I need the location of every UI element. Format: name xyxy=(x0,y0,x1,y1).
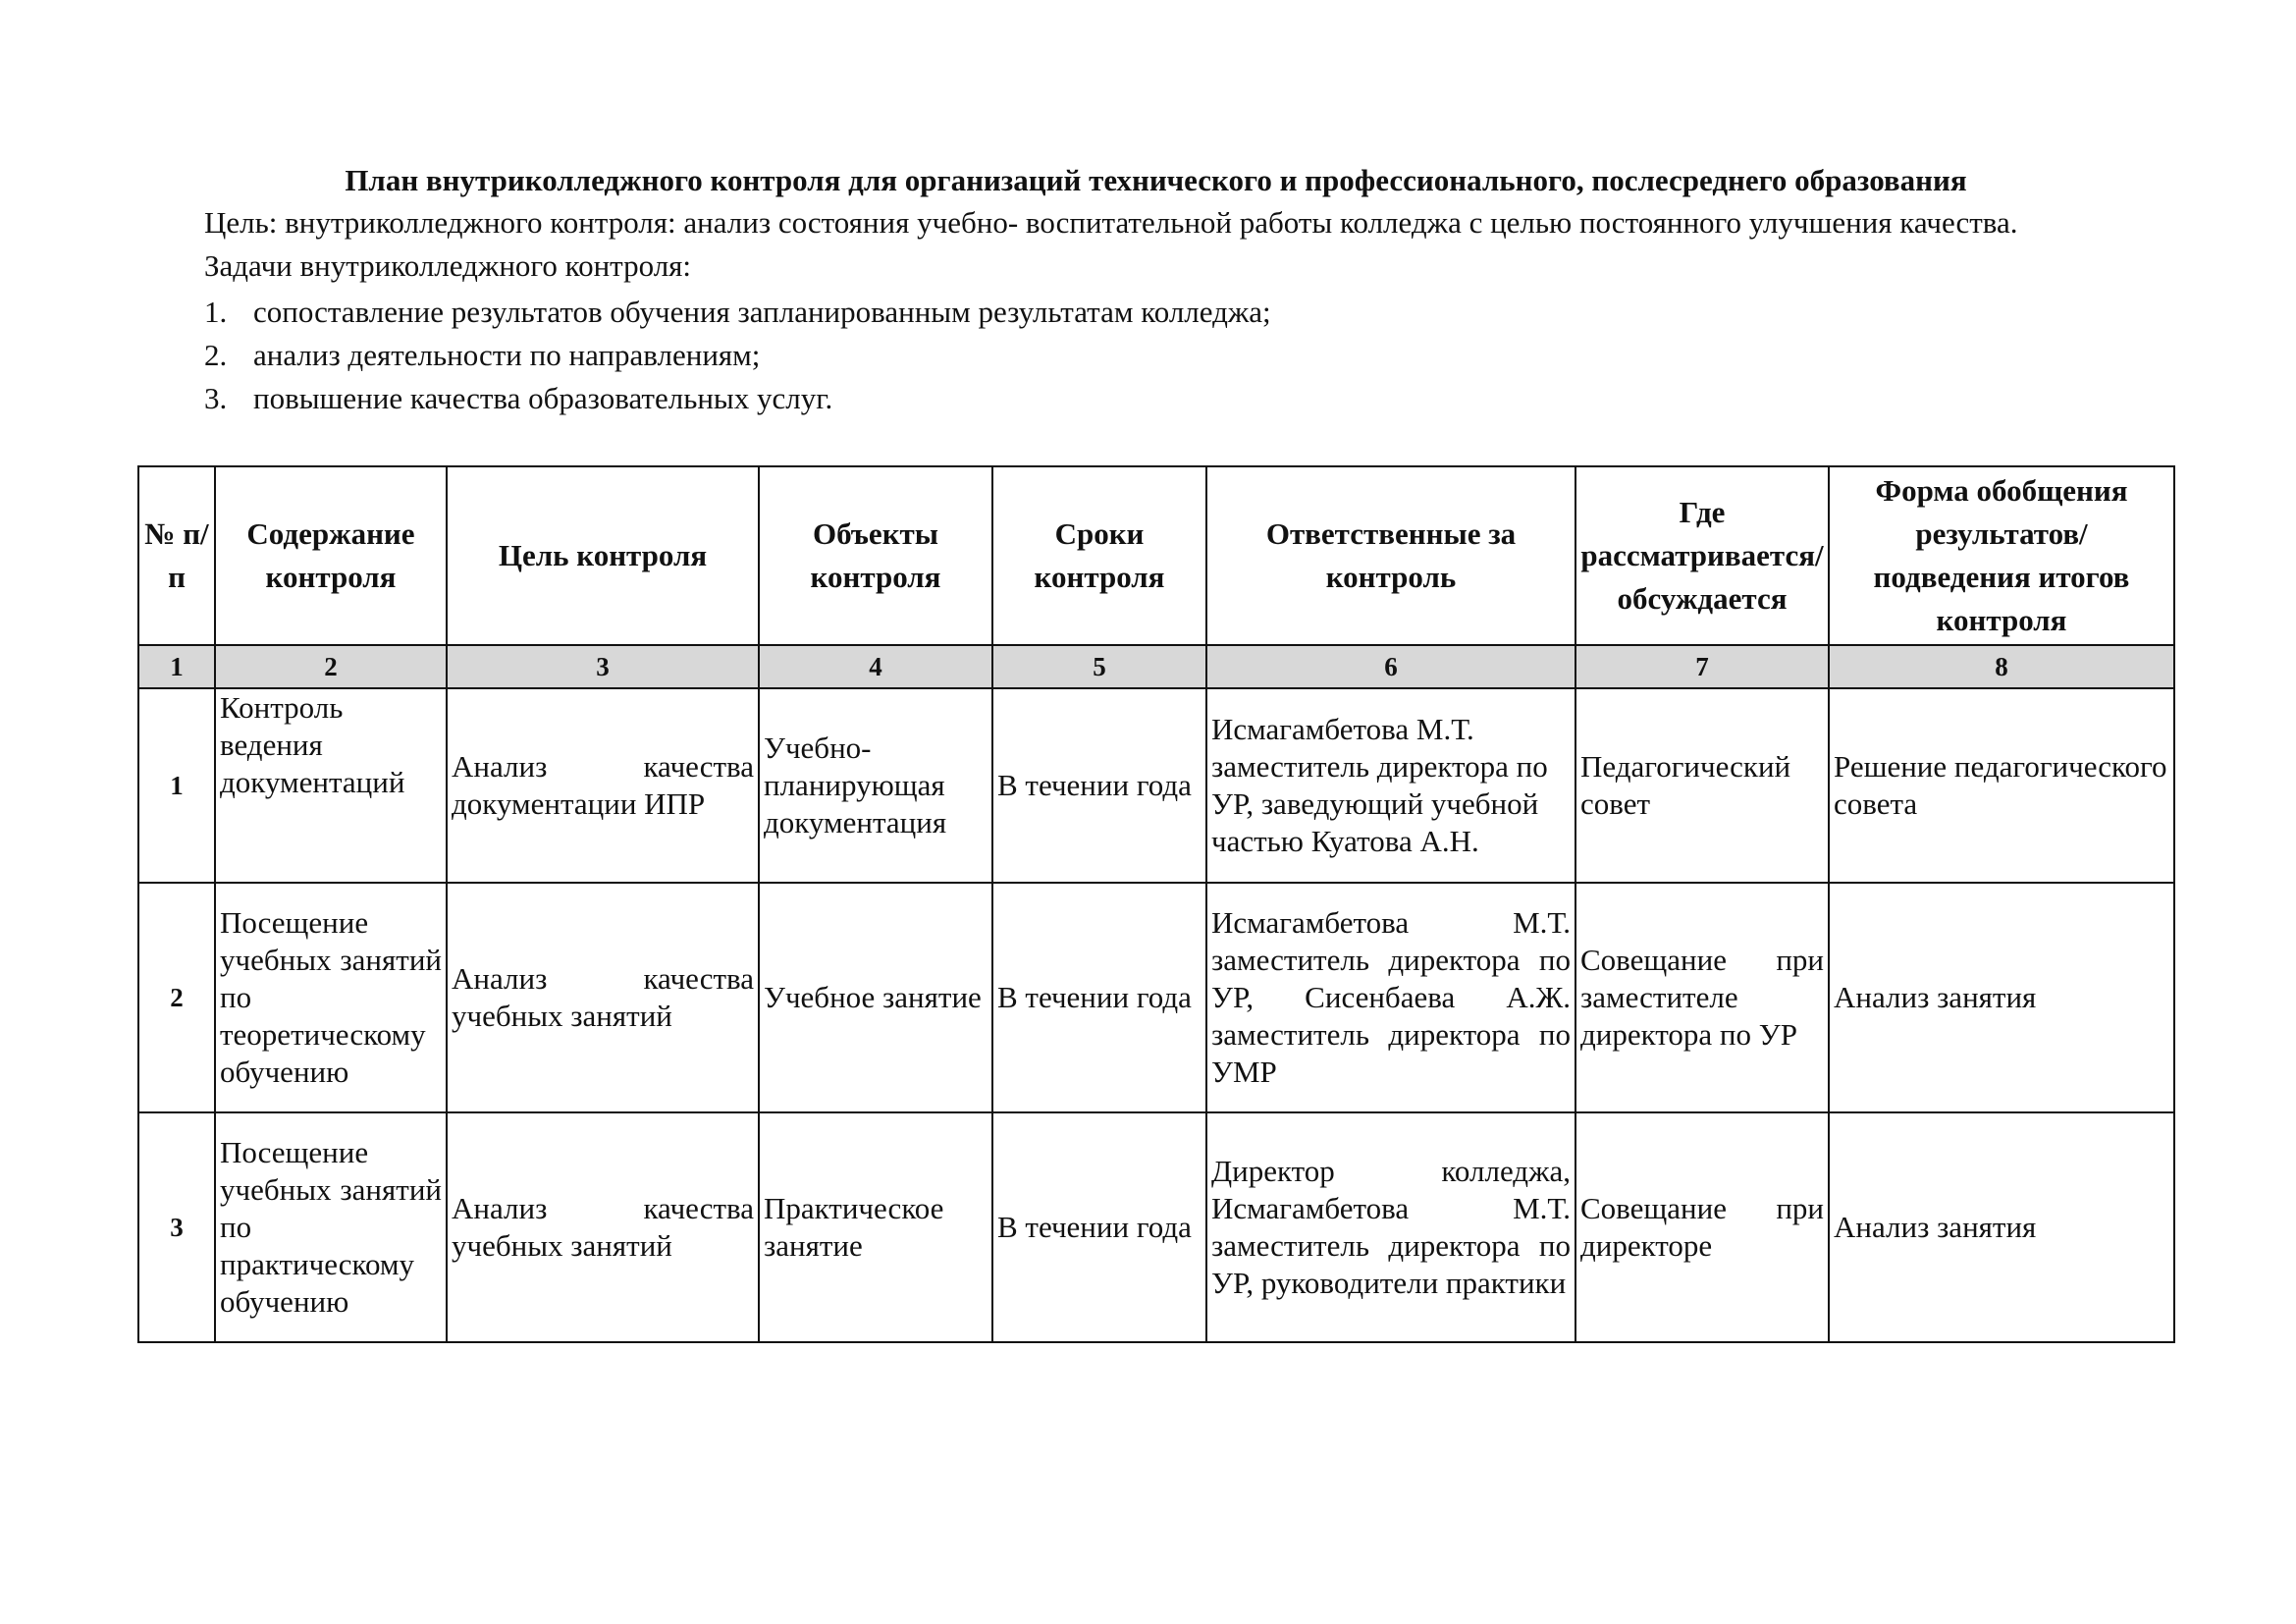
row-number: 3 xyxy=(138,1112,215,1342)
table-row xyxy=(138,1112,2174,1342)
goal-statement: Цель: внутриколледжного контроля: анализ состояния учебно- воспитательной работы колледжа с целью постоянного улучшения качества. xyxy=(204,205,2018,240)
column-number: 8 xyxy=(1829,645,2174,688)
header-terms: Сроки контроля xyxy=(992,466,1206,645)
cell-content: Контроль ведения документаций xyxy=(215,688,447,883)
column-number-row xyxy=(138,645,2174,688)
task-item xyxy=(204,377,1271,420)
column-number: 1 xyxy=(138,645,215,688)
cell-terms: В течении года xyxy=(992,688,1206,883)
cell-objects: Учебное занятие xyxy=(759,883,992,1112)
cell-responsible: Исмагамбетова М.Т. заместитель директора по УР, заведующий учебной частью Куатова А.Н. xyxy=(1206,688,1575,883)
column-number: 2 xyxy=(215,645,447,688)
control-plan-table xyxy=(137,465,2175,1343)
cell-goal: Анализ качества документации ИПР xyxy=(447,688,759,883)
task-number: 2. xyxy=(204,338,228,372)
cell-objects: Практическое занятие xyxy=(759,1112,992,1342)
cell-form: Анализ занятия xyxy=(1829,1112,2174,1342)
document-title: План внутриколледжного контроля для организаций технического и профессионального, послесреднего образования xyxy=(345,163,1967,197)
cell-content: Посещение учебных занятий по практическому обучению xyxy=(215,1112,447,1342)
header-responsible: Ответственные за контроль xyxy=(1206,466,1575,645)
header-content: Содержание контроля xyxy=(215,466,447,645)
task-item xyxy=(204,291,1271,334)
cell-form: Анализ занятия xyxy=(1829,883,2174,1112)
tasks-list xyxy=(204,291,1271,420)
task-number: 1. xyxy=(204,295,228,329)
cell-responsible: Исмагамбетова М.Т. заместитель директора по УР, Сисенбаева А.Ж. заместитель директора по УМР xyxy=(1206,883,1575,1112)
cell-goal: Анализ качества учебных занятий xyxy=(447,883,759,1112)
header-form: Форма обобщения результатов/ подведения итогов контроля xyxy=(1829,466,2174,645)
task-text: анализ деятельности по направлениям; xyxy=(253,338,761,372)
cell-where: Совещание при заместителе директора по УР xyxy=(1575,883,1829,1112)
cell-goal: Анализ качества учебных занятий xyxy=(447,1112,759,1342)
cell-form: Решение педагогического совета xyxy=(1829,688,2174,883)
task-text: сопоставление результатов обучения запланированным результатам колледжа; xyxy=(253,295,1271,329)
column-number: 3 xyxy=(447,645,759,688)
row-number: 1 xyxy=(138,688,215,883)
table-row xyxy=(138,883,2174,1112)
task-text: повышение качества образовательных услуг. xyxy=(253,381,833,415)
column-number: 7 xyxy=(1575,645,1829,688)
cell-terms: В течении года xyxy=(992,1112,1206,1342)
header-where: Где рассматривается/обсуждается xyxy=(1575,466,1829,645)
cell-where: Совещание при директоре xyxy=(1575,1112,1829,1342)
column-number: 5 xyxy=(992,645,1206,688)
cell-responsible: Директор колледжа, Исмагамбетова М.Т. заместитель директора по УР, руководители практики xyxy=(1206,1112,1575,1342)
table-header-row xyxy=(138,466,2174,645)
header-goal: Цель контроля xyxy=(447,466,759,645)
cell-where: Педагогический совет xyxy=(1575,688,1829,883)
cell-objects: Учебно-планирующая документация xyxy=(759,688,992,883)
cell-terms: В течении года xyxy=(992,883,1206,1112)
task-number: 3. xyxy=(204,381,228,415)
cell-content: Посещение учебных занятий по теоретическому обучению xyxy=(215,883,447,1112)
table-row xyxy=(138,688,2174,883)
header-objects: Объекты контроля xyxy=(759,466,992,645)
column-number: 4 xyxy=(759,645,992,688)
task-item xyxy=(204,334,1271,377)
header-number: № п/п xyxy=(138,466,215,645)
tasks-heading: Задачи внутриколледжного контроля: xyxy=(204,248,692,283)
row-number: 2 xyxy=(138,883,215,1112)
column-number: 6 xyxy=(1206,645,1575,688)
